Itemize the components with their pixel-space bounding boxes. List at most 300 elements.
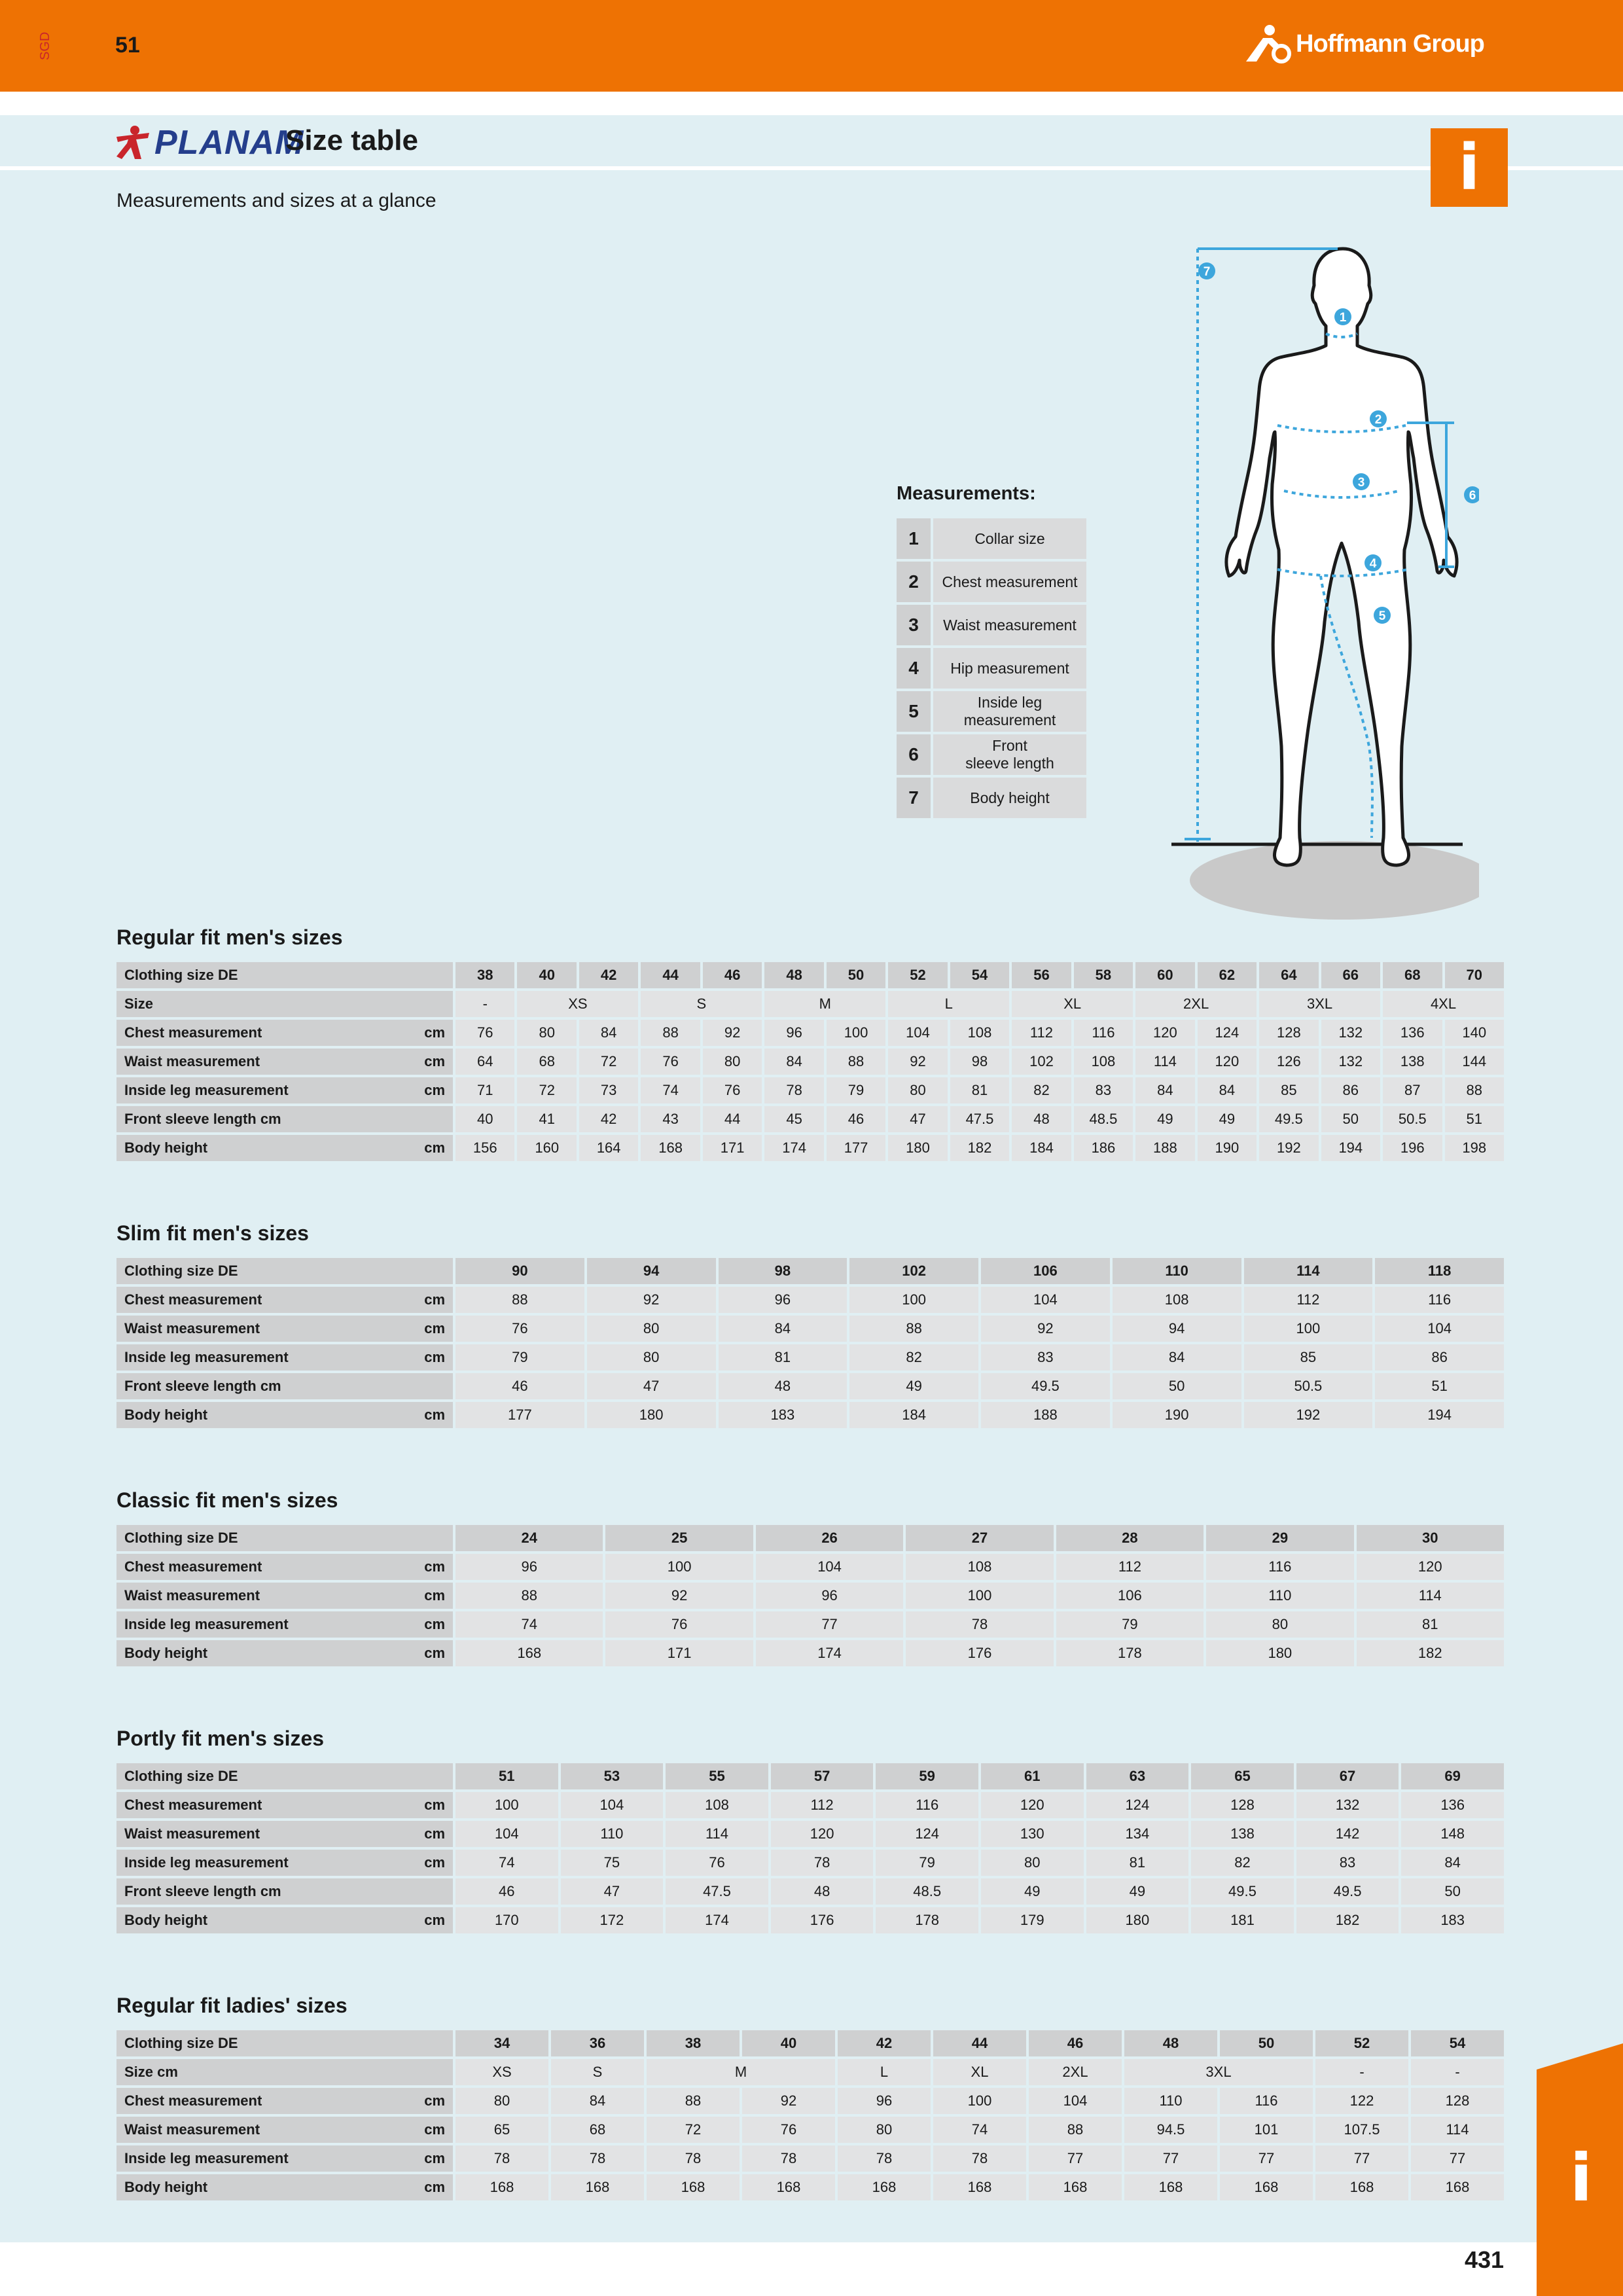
brand-name: Hoffmann Group xyxy=(1296,29,1484,58)
table-cell: 47.5 xyxy=(666,1878,768,1905)
table-cell: 100 xyxy=(906,1583,1053,1609)
size-header-cell: 68 xyxy=(1383,962,1442,988)
size-header-cell: 46 xyxy=(1029,2030,1122,2056)
table-cell: 50 xyxy=(1401,1878,1504,1905)
size-header-cell: 34 xyxy=(455,2030,548,2056)
row-label xyxy=(116,1907,453,1933)
table-cell: 73 xyxy=(579,1077,638,1103)
table-row xyxy=(116,1907,1504,1933)
table-cell: 88 xyxy=(641,1020,700,1046)
table-cell: 120 xyxy=(1357,1554,1504,1580)
table-cell: 108 xyxy=(1074,1049,1133,1075)
size-letter-cell: 2XL xyxy=(1029,2059,1122,2085)
table-cell: 188 xyxy=(981,1402,1110,1428)
table-cell: 140 xyxy=(1445,1020,1505,1046)
table-cell: 48 xyxy=(719,1373,847,1399)
size-header-cell: 42 xyxy=(579,962,638,988)
table-cell: 186 xyxy=(1074,1135,1133,1161)
header-row xyxy=(116,2030,1504,2056)
table-cell: 196 xyxy=(1383,1135,1442,1161)
size-header-cell: 29 xyxy=(1206,1525,1353,1551)
row-unit: cm xyxy=(424,1797,445,1813)
size-header-cell: 65 xyxy=(1191,1763,1294,1789)
size-letter-cell: XL xyxy=(1012,991,1133,1017)
size-header-cell: 106 xyxy=(981,1258,1110,1284)
size-header-cell: 69 xyxy=(1401,1763,1504,1789)
table-cell: 49 xyxy=(981,1878,1084,1905)
measurement-row xyxy=(897,518,1086,559)
table-cell: 44 xyxy=(703,1106,762,1132)
figure-marker-number: 3 xyxy=(1357,476,1365,490)
table-cell: 51 xyxy=(1445,1106,1505,1132)
size-header-cell: 52 xyxy=(888,962,947,988)
size-letter-cell: M xyxy=(764,991,885,1017)
header-row xyxy=(116,1763,1504,1789)
table-cell: 49 xyxy=(1135,1106,1194,1132)
table-cell: 132 xyxy=(1321,1020,1380,1046)
table-cell: 178 xyxy=(1056,1640,1204,1666)
table-cell: 68 xyxy=(551,2117,644,2143)
table-cell: 194 xyxy=(1321,1135,1380,1161)
row-label xyxy=(116,2059,453,2085)
classic-men-table xyxy=(114,1522,1507,1669)
size-header-cell: 48 xyxy=(764,962,823,988)
table-cell: 49 xyxy=(1198,1106,1257,1132)
table-cell: 174 xyxy=(666,1907,768,1933)
table-cell: 88 xyxy=(827,1049,885,1075)
size-letter-cell: L xyxy=(888,991,1009,1017)
table-cell: 198 xyxy=(1445,1135,1505,1161)
table-cell: 114 xyxy=(666,1821,768,1847)
size-header-cell: 110 xyxy=(1113,1258,1241,1284)
size-letter-cell: - xyxy=(1411,2059,1504,2085)
measurement-row xyxy=(897,734,1086,775)
table-cell: 107.5 xyxy=(1315,2117,1408,2143)
table-cell: 88 xyxy=(1445,1077,1505,1103)
row-label xyxy=(116,1525,453,1551)
table-cell: 84 xyxy=(764,1049,823,1075)
table-cell: 48.5 xyxy=(1074,1106,1133,1132)
table-cell: 126 xyxy=(1259,1049,1318,1075)
table-cell: 72 xyxy=(517,1077,576,1103)
table-cell: 76 xyxy=(455,1020,514,1046)
table-cell: 76 xyxy=(455,1316,584,1342)
row-unit: cm xyxy=(424,1854,445,1871)
table-cell: 84 xyxy=(1113,1344,1241,1371)
table-cell: 124 xyxy=(1198,1020,1257,1046)
table-cell: 83 xyxy=(981,1344,1110,1371)
table-cell: 144 xyxy=(1445,1049,1505,1075)
size-header-cell: 94 xyxy=(587,1258,716,1284)
measurement-row xyxy=(897,648,1086,689)
table-cell: 80 xyxy=(703,1049,762,1075)
table-cell: 77 xyxy=(1124,2145,1217,2172)
table-cell: 182 xyxy=(1357,1640,1504,1666)
size-header-cell: 118 xyxy=(1375,1258,1504,1284)
table-cell: 104 xyxy=(1029,2088,1122,2114)
table-cell: 114 xyxy=(1135,1049,1194,1075)
table-cell: 78 xyxy=(742,2145,835,2172)
table-cell: 48.5 xyxy=(876,1878,978,1905)
table-cell: 85 xyxy=(1244,1344,1373,1371)
measurement-row xyxy=(897,691,1086,732)
table-cell: 183 xyxy=(1401,1907,1504,1933)
size-header-cell: 48 xyxy=(1124,2030,1217,2056)
row-label-text: Clothing size DE xyxy=(124,967,238,983)
table-cell: 81 xyxy=(1357,1611,1504,1638)
table-cell: 168 xyxy=(838,2174,931,2200)
table-cell: 96 xyxy=(838,2088,931,2114)
table-cell: 80 xyxy=(1206,1611,1353,1638)
planam-wordmark: PLANAM xyxy=(154,124,304,162)
table-cell: 176 xyxy=(906,1640,1053,1666)
table-cell: 178 xyxy=(876,1907,978,1933)
row-label-text: Inside leg measurement xyxy=(124,1854,289,1871)
table-cell: 42 xyxy=(579,1106,638,1132)
row-unit: cm xyxy=(424,1320,445,1336)
size-header-cell: 51 xyxy=(455,1763,558,1789)
table-cell: 92 xyxy=(981,1316,1110,1342)
table-cell: 40 xyxy=(455,1106,514,1132)
table-cell: 49.5 xyxy=(1191,1878,1294,1905)
figure-marker-number: 6 xyxy=(1469,489,1476,503)
measurement-label: Front sleeve length xyxy=(933,734,1086,775)
row-label-text: Body height xyxy=(124,2179,208,2195)
table-cell: 168 xyxy=(742,2174,835,2200)
slim-men-title: Slim fit men's sizes xyxy=(116,1221,309,1245)
measurements-title: Measurements: xyxy=(897,483,1036,504)
size-header-cell: 24 xyxy=(455,1525,603,1551)
table-cell: 81 xyxy=(950,1077,1009,1103)
row-label-text: Clothing size DE xyxy=(124,1530,238,1546)
table-cell: 104 xyxy=(756,1554,903,1580)
size-header-cell: 27 xyxy=(906,1525,1053,1551)
row-label xyxy=(116,1049,453,1075)
table-cell: 96 xyxy=(719,1287,847,1313)
table-cell: 116 xyxy=(1220,2088,1313,2114)
table-cell: 76 xyxy=(641,1049,700,1075)
table-cell: 94 xyxy=(1113,1316,1241,1342)
row-label-text: Inside leg measurement xyxy=(124,1349,289,1365)
table-cell: 192 xyxy=(1244,1402,1373,1428)
table-cell: 87 xyxy=(1383,1077,1442,1103)
measurement-label: Body height xyxy=(933,778,1086,818)
row-unit: cm xyxy=(424,1082,445,1098)
title-divider xyxy=(0,166,1623,170)
row-label-text: Waist measurement xyxy=(124,1825,260,1842)
table-cell: 78 xyxy=(764,1077,823,1103)
table-cell: 88 xyxy=(647,2088,740,2114)
row-label-text: Chest measurement xyxy=(124,1291,262,1308)
row-label xyxy=(116,1792,453,1818)
size-letter-cell: S xyxy=(551,2059,644,2085)
table-cell: 100 xyxy=(933,2088,1026,2114)
table-cell: 80 xyxy=(587,1344,716,1371)
table-cell: 177 xyxy=(827,1135,885,1161)
table-cell: 102 xyxy=(1012,1049,1071,1075)
row-label-text: Chest measurement xyxy=(124,1797,262,1813)
table-cell: 100 xyxy=(455,1792,558,1818)
table-row xyxy=(116,1611,1504,1638)
table-cell: 120 xyxy=(771,1821,874,1847)
header-row xyxy=(116,1525,1504,1551)
row-unit: cm xyxy=(424,1053,445,1069)
table-cell: 116 xyxy=(1375,1287,1504,1313)
table-cell: 81 xyxy=(1086,1850,1189,1876)
table-cell: 79 xyxy=(876,1850,978,1876)
row-unit: cm xyxy=(424,2179,445,2195)
table-cell: 49.5 xyxy=(981,1373,1110,1399)
table-cell: 182 xyxy=(950,1135,1009,1161)
table-cell: 184 xyxy=(1012,1135,1071,1161)
size-header-cell: 58 xyxy=(1074,962,1133,988)
row-label xyxy=(116,1287,453,1313)
table-cell: 88 xyxy=(455,1287,584,1313)
table-cell: 48 xyxy=(771,1878,874,1905)
size-letter-cell: 4XL xyxy=(1383,991,1504,1017)
table-cell: 180 xyxy=(1206,1640,1353,1666)
table-cell: 51 xyxy=(1375,1373,1504,1399)
table-cell: 82 xyxy=(1191,1850,1294,1876)
table-cell: 128 xyxy=(1411,2088,1504,2114)
table-cell: 82 xyxy=(1012,1077,1071,1103)
table-cell: 88 xyxy=(455,1583,603,1609)
row-unit: cm xyxy=(424,1825,445,1842)
table-cell: 79 xyxy=(455,1344,584,1371)
measurements-legend xyxy=(894,516,1089,821)
table-cell: 79 xyxy=(1056,1611,1204,1638)
measurement-number: 1 xyxy=(897,518,931,559)
table-cell: 136 xyxy=(1401,1792,1504,1818)
table-row xyxy=(116,2117,1504,2143)
table-cell: 74 xyxy=(455,1611,603,1638)
size-header-cell: 62 xyxy=(1198,962,1257,988)
row-unit: cm xyxy=(424,1291,445,1308)
row-label xyxy=(116,2117,453,2143)
measurement-number: 2 xyxy=(897,562,931,602)
table-cell: 190 xyxy=(1113,1402,1241,1428)
table-cell: 92 xyxy=(605,1583,753,1609)
row-label xyxy=(116,1106,453,1132)
size-header-cell: 25 xyxy=(605,1525,753,1551)
size-header-cell: 56 xyxy=(1012,962,1071,988)
table-cell: 100 xyxy=(605,1554,753,1580)
size-header-cell: 98 xyxy=(719,1258,847,1284)
size-letter-cell: M xyxy=(647,2059,835,2085)
row-label-text: Body height xyxy=(124,1407,208,1423)
table-cell: 112 xyxy=(771,1792,874,1818)
row-unit: cm xyxy=(424,1139,445,1156)
table-cell: 183 xyxy=(719,1402,847,1428)
table-cell: 108 xyxy=(906,1554,1053,1580)
table-cell: 78 xyxy=(647,2145,740,2172)
table-cell: 114 xyxy=(1411,2117,1504,2143)
footer-bar xyxy=(0,2242,1623,2296)
table-cell: 110 xyxy=(1124,2088,1217,2114)
table-row xyxy=(116,1077,1504,1103)
table-cell: 76 xyxy=(666,1850,768,1876)
row-label xyxy=(116,1640,453,1666)
size-header-cell: 28 xyxy=(1056,1525,1204,1551)
table-cell: 108 xyxy=(1113,1287,1241,1313)
table-row xyxy=(116,1402,1504,1428)
row-label xyxy=(116,991,453,1017)
regular-ladies-table xyxy=(114,2028,1507,2203)
row-label xyxy=(116,962,453,988)
row-label-text: Body height xyxy=(124,1645,208,1661)
table-cell: 120 xyxy=(981,1792,1084,1818)
measurement-label: Chest measurement xyxy=(933,562,1086,602)
size-letter-cell: XL xyxy=(933,2059,1026,2085)
planam-logo xyxy=(115,123,304,162)
size-header-cell: 36 xyxy=(551,2030,644,2056)
table-cell: 180 xyxy=(888,1135,947,1161)
portly-men-title: Portly fit men's sizes xyxy=(116,1727,325,1750)
table-cell: 94.5 xyxy=(1124,2117,1217,2143)
row-label-text: Chest measurement xyxy=(124,1024,262,1041)
table-cell: 138 xyxy=(1191,1821,1294,1847)
row-label-text: Size xyxy=(124,996,154,1012)
measurement-label: Hip measurement xyxy=(933,648,1086,689)
size-header-cell: 30 xyxy=(1357,1525,1504,1551)
row-label xyxy=(116,1258,453,1284)
table-cell: 182 xyxy=(1296,1907,1399,1933)
table-cell: 49 xyxy=(1086,1878,1189,1905)
row-unit: cm xyxy=(424,1024,445,1041)
row-label xyxy=(116,1373,453,1399)
table-row xyxy=(116,1106,1504,1132)
table-cell: 45 xyxy=(764,1106,823,1132)
table-cell: 168 xyxy=(551,2174,644,2200)
table-cell: 168 xyxy=(455,1640,603,1666)
table-cell: 168 xyxy=(455,2174,548,2200)
table-cell: 80 xyxy=(455,2088,548,2114)
table-cell: 78 xyxy=(933,2145,1026,2172)
size-header-cell: 102 xyxy=(849,1258,978,1284)
table-cell: 78 xyxy=(455,2145,548,2172)
table-cell: 114 xyxy=(1357,1583,1504,1609)
measurement-row xyxy=(897,778,1086,818)
table-cell: 46 xyxy=(455,1373,584,1399)
table-cell: 124 xyxy=(1086,1792,1189,1818)
table-cell: 80 xyxy=(517,1020,576,1046)
row-unit: cm xyxy=(424,1349,445,1365)
table-cell: 65 xyxy=(455,2117,548,2143)
table-cell: 177 xyxy=(455,1402,584,1428)
table-cell: 77 xyxy=(1315,2145,1408,2172)
figure-marker-number: 7 xyxy=(1203,265,1211,279)
table-cell: 108 xyxy=(666,1792,768,1818)
size-header-cell: 50 xyxy=(1220,2030,1313,2056)
measurement-number: 7 xyxy=(897,778,931,818)
table-cell: 84 xyxy=(1135,1077,1194,1103)
table-cell: 88 xyxy=(1029,2117,1122,2143)
row-label xyxy=(116,2145,453,2172)
table-cell: 47 xyxy=(888,1106,947,1132)
size-letter-cell: XS xyxy=(517,991,638,1017)
classic-men-title: Classic fit men's sizes xyxy=(116,1488,338,1512)
table-cell: 172 xyxy=(561,1907,664,1933)
table-cell: 75 xyxy=(561,1850,664,1876)
measurement-row xyxy=(897,562,1086,602)
table-cell: 74 xyxy=(933,2117,1026,2143)
table-cell: 80 xyxy=(587,1316,716,1342)
table-cell: 168 xyxy=(1029,2174,1122,2200)
row-unit: cm xyxy=(424,2092,445,2109)
table-cell: 192 xyxy=(1259,1135,1318,1161)
body-outline xyxy=(1226,249,1457,865)
row-label xyxy=(116,1344,453,1371)
table-cell: 83 xyxy=(1074,1077,1133,1103)
planam-figure-icon xyxy=(115,125,151,160)
table-cell: 142 xyxy=(1296,1821,1399,1847)
table-row xyxy=(116,1020,1504,1046)
table-cell: 180 xyxy=(1086,1907,1189,1933)
size-header-cell: 60 xyxy=(1135,962,1194,988)
table-cell: 120 xyxy=(1198,1049,1257,1075)
table-cell: 68 xyxy=(517,1049,576,1075)
size-letter-cell: - xyxy=(455,991,514,1017)
table-cell: 106 xyxy=(1056,1583,1204,1609)
size-header-cell: 46 xyxy=(703,962,762,988)
table-row xyxy=(116,1792,1504,1818)
size-header-cell: 55 xyxy=(666,1763,768,1789)
table-cell: 50.5 xyxy=(1244,1373,1373,1399)
table-cell: 47.5 xyxy=(950,1106,1009,1132)
table-cell: 80 xyxy=(838,2117,931,2143)
table-cell: 79 xyxy=(827,1077,885,1103)
table-cell: 78 xyxy=(906,1611,1053,1638)
table-row xyxy=(116,1583,1504,1609)
row-label-text: Clothing size DE xyxy=(124,2035,238,2051)
table-cell: 104 xyxy=(981,1287,1110,1313)
size-header-cell: 26 xyxy=(756,1525,903,1551)
table-cell: 77 xyxy=(1411,2145,1504,2172)
table-cell: 77 xyxy=(756,1611,903,1638)
table-row xyxy=(116,1135,1504,1161)
size-letter-cell: S xyxy=(641,991,762,1017)
row-label-text: Inside leg measurement xyxy=(124,1616,289,1632)
table-cell: 100 xyxy=(827,1020,885,1046)
table-cell: 76 xyxy=(703,1077,762,1103)
table-row xyxy=(116,1316,1504,1342)
size-header-cell: 64 xyxy=(1259,962,1318,988)
row-label xyxy=(116,1611,453,1638)
row-label-text: Inside leg measurement xyxy=(124,2150,289,2166)
measurement-label: Collar size xyxy=(933,518,1086,559)
row-label xyxy=(116,1554,453,1580)
size-letter-cell: L xyxy=(838,2059,931,2085)
info-icon: i xyxy=(1431,128,1508,207)
table-row xyxy=(116,2145,1504,2172)
size-letter-cell: XS xyxy=(455,2059,548,2085)
table-cell: 184 xyxy=(849,1402,978,1428)
table-cell: 160 xyxy=(517,1135,576,1161)
table-cell: 168 xyxy=(1411,2174,1504,2200)
table-cell: 116 xyxy=(876,1792,978,1818)
table-cell: 176 xyxy=(771,1907,874,1933)
row-label xyxy=(116,1402,453,1428)
regular-ladies-title: Regular fit ladies' sizes xyxy=(116,1994,348,2017)
size-header-cell: 70 xyxy=(1445,962,1505,988)
row-unit: cm xyxy=(424,1558,445,1575)
row-label-text: Front sleeve length cm xyxy=(124,1111,281,1127)
table-cell: 116 xyxy=(1074,1020,1133,1046)
table-cell: 130 xyxy=(981,1821,1084,1847)
table-cell: 50.5 xyxy=(1383,1106,1442,1132)
row-label xyxy=(116,1821,453,1847)
table-row xyxy=(116,1373,1504,1399)
